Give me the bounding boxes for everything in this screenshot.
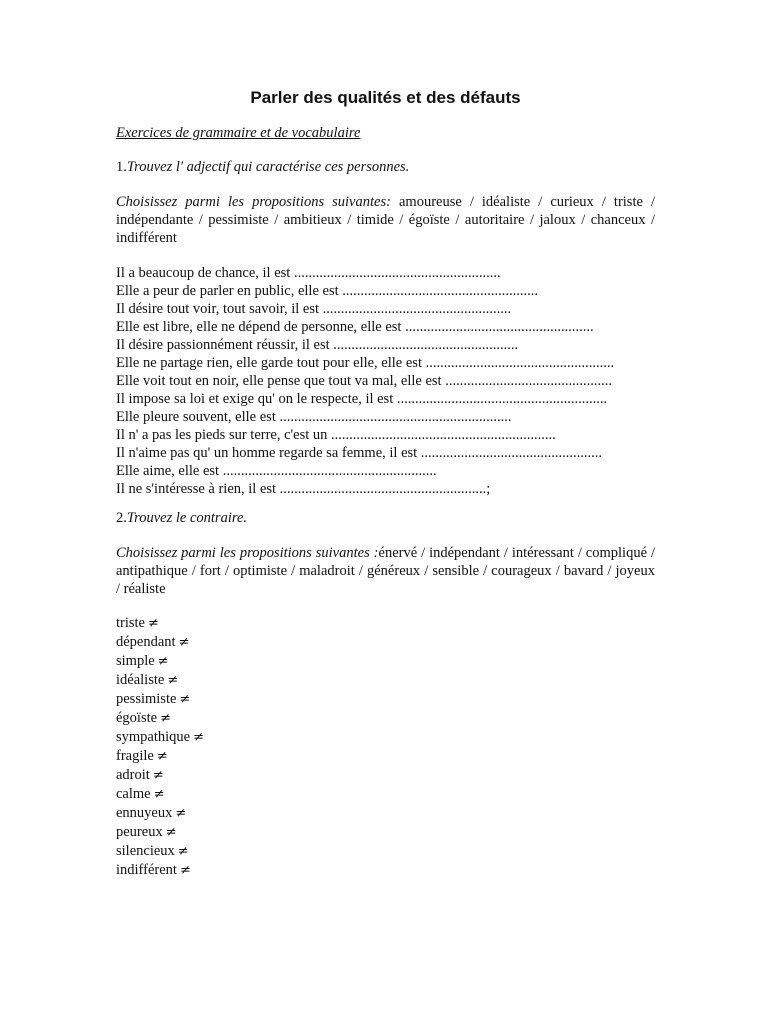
exercise-2-word-list [116,614,204,880]
not-equal-symbol: ≠ [193,730,205,745]
opposite-item [116,728,204,747]
opposite-word: sympathique [116,729,191,745]
sentence-line: Elle a peur de parler en public, elle est ...................................................... [116,283,539,299]
section-subtitle: Exercices de grammaire et de vocabulaire [116,125,361,141]
opposite-item [116,842,204,861]
opposite-word: fragile [116,748,154,764]
not-equal-symbol: ≠ [148,616,159,631]
sentence-line: Il a beaucoup de chance, il est ......................................................... [116,265,501,281]
opposite-item [116,861,204,880]
exercise-2-instruction: Trouvez le contraire. [126,510,248,526]
exercise-1-number: 1. [116,159,127,175]
exercise-1-choices-list: amoureuse / idéaliste / curieux / triste / indépendante / pessimiste / ambitieux / timide / égoïste / autoritaire / jaloux / chanceux / indifférent [116,194,655,246]
not-equal-symbol: ≠ [167,673,179,688]
opposite-word: idéaliste [116,672,165,688]
not-equal-symbol: ≠ [165,825,177,840]
opposite-word: pessimiste [116,691,177,707]
exercise-1-choices [116,193,655,247]
exercise-2-choices-list: énervé / indépendant / intéressant / compliqué / antipathique / fort / optimiste / maladroit / généreux / sensible / courageux / bavard / joyeux / réaliste [116,545,655,597]
sentence-line: Elle est libre, elle ne dépend de personne, elle est .................................................... [116,319,594,335]
exercise-2-number: 2. [116,510,127,526]
opposite-item [116,709,204,728]
exercise-2-choices [116,544,655,598]
sentence-line: Elle aime, elle est ........................................................... [116,463,437,479]
opposite-item [116,671,204,690]
not-equal-symbol: ≠ [179,863,191,878]
opposite-word: silencieux [116,843,175,859]
sentence-line: Il impose sa loi et exige qu' on le respecte, il est .......................................................... [116,391,608,407]
opposite-word: triste [116,615,145,631]
sentence-line: Il n'aime pas qu' un homme regarde sa femme, il est .................................................. [116,445,603,461]
sentence-line: Il ne s'intéresse à rien, il est .........................................................; [116,481,491,497]
opposite-item [116,823,204,842]
sentence-line: Elle pleure souvent, elle est ................................................................ [116,409,512,425]
exercise-2-choices-lead: Choisissez parmi les propositions suivantes : [116,545,379,561]
opposite-item [116,747,204,766]
opposite-word: égoïste [116,710,158,726]
not-equal-symbol: ≠ [153,787,165,802]
opposite-item [116,690,204,709]
opposite-word: simple [116,653,155,669]
not-equal-symbol: ≠ [160,711,171,726]
sentence-line: Il n' a pas les pieds sur terre, c'est un .............................................................. [116,427,556,443]
exercise-1-choices-lead: Choisissez parmi les propositions suivantes: [116,194,391,210]
opposite-word: peureux [116,824,163,840]
sentence-line: Elle ne partage rien, elle garde tout pour elle, elle est .................................................... [116,355,615,371]
not-equal-symbol: ≠ [178,635,190,650]
not-equal-symbol: ≠ [152,768,164,783]
opposite-item [116,652,204,671]
opposite-item [116,785,204,804]
not-equal-symbol: ≠ [157,654,169,669]
exercise-1-instruction: Trouvez l' adjectif qui caractérise ces personnes. [126,159,410,175]
exercise-1-heading [116,158,409,176]
opposite-word: indifférent [116,862,177,878]
opposite-word: ennuyeux [116,805,173,821]
sentence-line: Il désire tout voir, tout savoir, il est .................................................... [116,301,512,317]
sentence-line: Elle voit tout en noir, elle pense que tout va mal, elle est .............................................. [116,373,612,389]
opposite-item [116,804,204,823]
not-equal-symbol: ≠ [175,806,187,821]
not-equal-symbol: ≠ [177,844,189,859]
opposite-word: dépendant [116,634,176,650]
opposite-word: adroit [116,767,150,783]
opposite-item [116,766,204,785]
exercise-1-sentences [116,264,655,498]
sentence-line: Il désire passionnément réussir, il est ................................................... [116,337,519,353]
exercise-2-heading [116,509,247,527]
not-equal-symbol: ≠ [156,749,168,764]
not-equal-symbol: ≠ [179,692,191,707]
opposite-item [116,633,204,652]
opposite-item [116,614,204,633]
page-title: Parler des qualités et des défauts [250,88,521,107]
opposite-word: calme [116,786,151,802]
